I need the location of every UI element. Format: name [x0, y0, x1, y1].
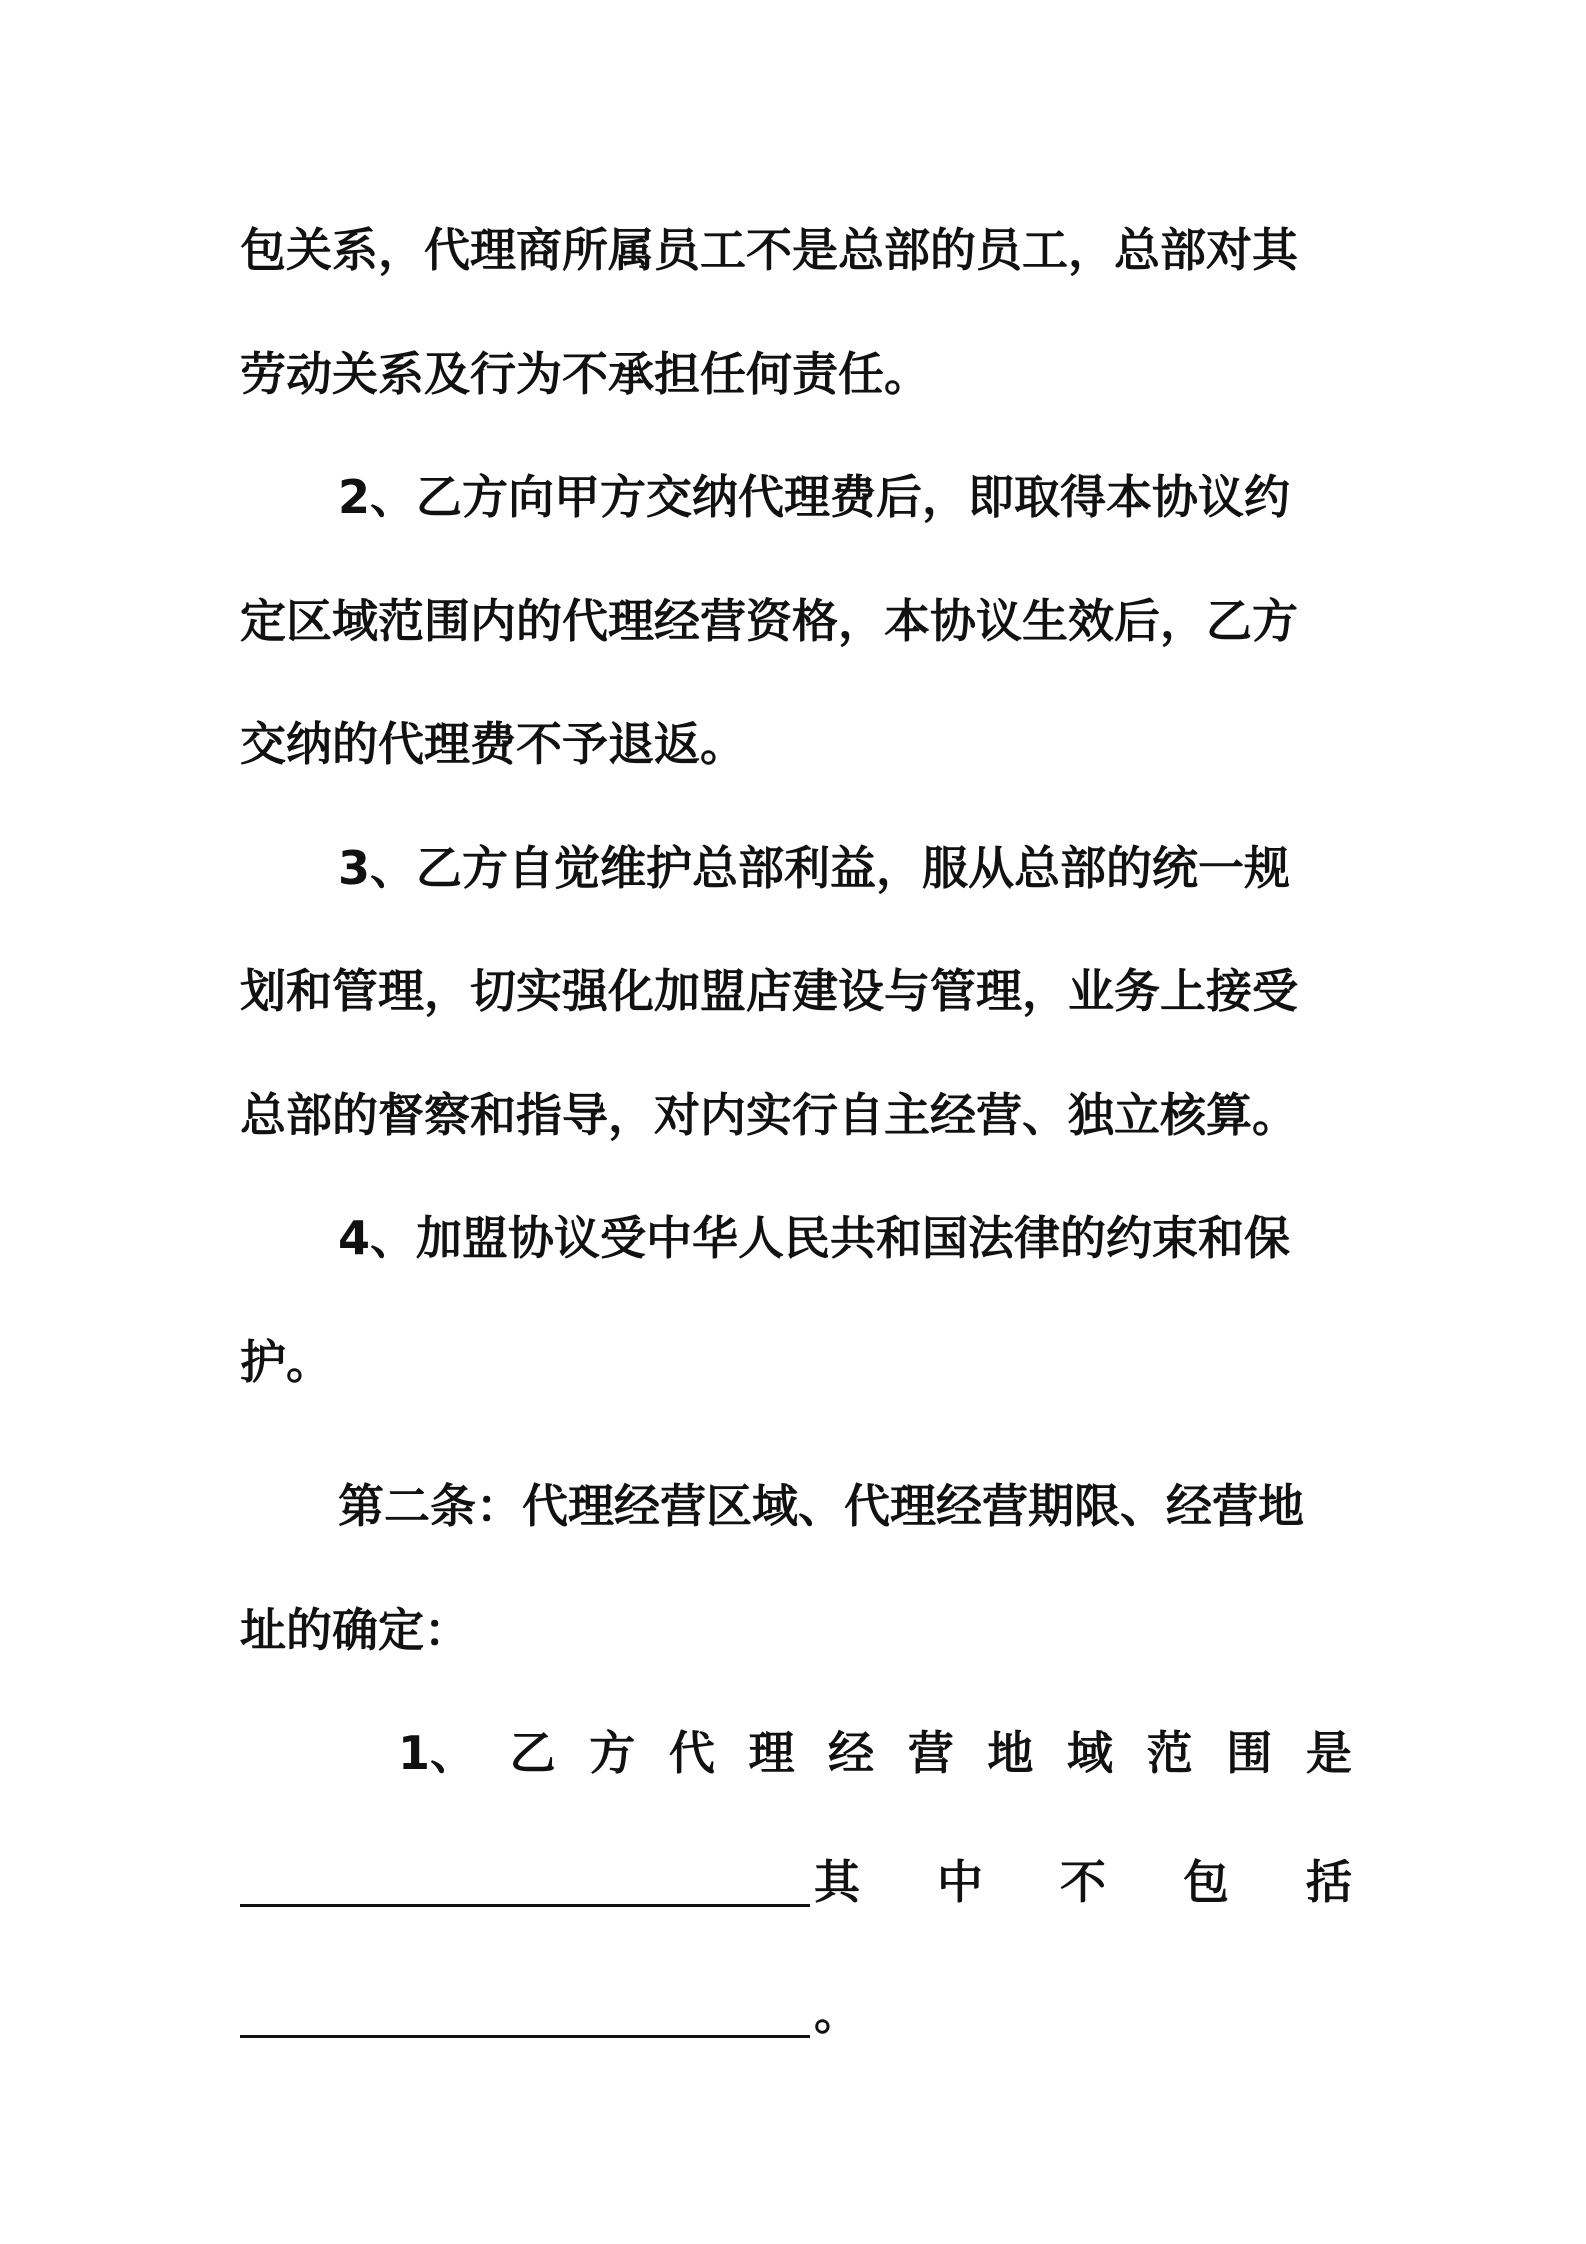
text-line-5: 交纳的代理费不予退返。	[240, 717, 746, 771]
clause-1-char: 理	[748, 1726, 795, 1780]
exclude-char: 括	[1306, 1855, 1352, 1909]
region-blank-field[interactable]	[240, 1858, 810, 1907]
exclude-char: 不	[1060, 1855, 1106, 1909]
clause-1-number: 1、	[398, 1726, 477, 1780]
clause-1-char: 代	[668, 1726, 715, 1780]
exclude-text	[814, 1842, 1352, 1922]
text-line-2: 劳动关系及行为不承担任何责任。	[240, 347, 930, 401]
exclude-line	[240, 1842, 1352, 1922]
clause-1-char: 域	[1067, 1726, 1114, 1780]
clause-1-char: 方	[589, 1726, 636, 1780]
clause-1-line	[398, 1713, 1352, 1793]
text-line-10: 护。	[240, 1335, 332, 1389]
clause-1-char: 乙	[509, 1726, 556, 1780]
clause-1-char: 是	[1305, 1726, 1352, 1780]
clause-1-char: 地	[987, 1726, 1034, 1780]
clause-1-char: 围	[1226, 1726, 1273, 1780]
end-punctuation: 。	[814, 1986, 860, 2040]
text-line-7: 划和管理，切实强化加盟店建设与管理，业务上接受	[240, 964, 1298, 1018]
text-line-1: 包关系，代理商所属员工不是总部的员工，总部对其	[240, 223, 1298, 277]
exclude-char: 包	[1183, 1855, 1229, 1909]
text-line-4: 定区域范围内的代理经营资格，本协议生效后，乙方	[240, 594, 1298, 648]
end-line	[240, 1973, 1352, 2053]
clause-1-char: 营	[907, 1726, 954, 1780]
clause-1-char: 经	[828, 1726, 875, 1780]
exclude-char: 中	[937, 1855, 983, 1909]
text-line-8: 总部的督察和指导，对内实行自主经营、独立核算。	[240, 1088, 1298, 1142]
article-heading-continuation: 址的确定：	[240, 1603, 470, 1657]
clause-1-char: 范	[1146, 1726, 1193, 1780]
text-line-6: 3、乙方自觉维护总部利益，服从总部的统一规	[338, 841, 1291, 895]
text-line-9: 4、加盟协议受中华人民共和国法律的约束和保	[338, 1211, 1291, 1265]
excluded-region-blank-field[interactable]	[240, 1989, 810, 2038]
text-line-3: 2、乙方向甲方交纳代理费后，即取得本协议约	[338, 470, 1291, 524]
exclude-char: 其	[814, 1855, 860, 1909]
article-heading-line: 第二条：代理经营区域、代理经营期限、经营地	[338, 1479, 1304, 1533]
